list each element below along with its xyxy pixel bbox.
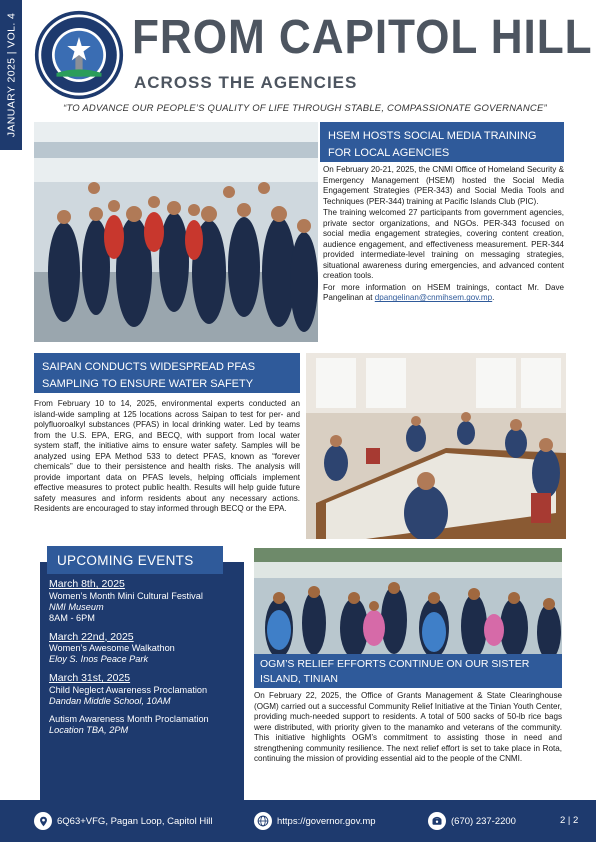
page-subtitle: ACROSS THE AGENCIES (134, 73, 358, 92)
footer-phone (428, 812, 516, 830)
footer-phone-text: (670) 237-2200 (451, 815, 516, 827)
pfas-heading-text: SAIPAN CONDUCTS WIDESPREAD PFAS SAMPLING TO ENSURE WATER SAFETY (42, 361, 256, 390)
issue-label: JANUARY 2025 | VOL. 4 (5, 12, 17, 138)
pfas-meeting-photo (306, 353, 566, 539)
hsem-heading (320, 122, 564, 162)
event-item (49, 578, 239, 624)
event-name: Child Neglect Awareness Proclamation (49, 684, 208, 695)
ogm-group-photo (254, 548, 562, 656)
event-date: March 8th, 2025 (49, 578, 125, 590)
pfas-heading (34, 353, 300, 393)
event-item (49, 672, 239, 707)
hsem-paragraph-2: The training welcomed 27 participants from government agencies, private sector organizations, and NGOs. PER-343 focused on social media engagement strategies, covering content creation, audience engagement, and effectiveness measurement. PER-344 provided intermediate-level training on messaging strategies, situational awareness during emergencies, and advanced content creation tools. (323, 208, 564, 281)
phone-icon (428, 812, 446, 830)
footer-address-text: 6Q63+VFG, Pagan Loop, Capitol Hill (57, 815, 213, 827)
ogm-heading (254, 654, 562, 688)
upcoming-events-panel (40, 552, 244, 800)
location-pin-icon (34, 812, 52, 830)
official-seal (34, 10, 124, 100)
event-location: Eloy S. Inos Peace Park (49, 654, 149, 665)
footer-address (34, 812, 213, 830)
ogm-paragraph: On February 22, 2025, the Office of Grants Management & State Clearinghouse (OGM) carried out a successful Community Relief Initiative at the Tinian Youth Center, providing much-needed support to residents. A total of 500 sacks of 50-lb rice bags were distributed, with priority given to the manamko and veterans of the community. This initiative highlights OGM’s commitment to assisting those in need and strengthening community resilience. The next relief effort is set to take place in Rota, continuing the mission of providing essential aid to the people of the CNMI. (254, 691, 562, 764)
event-name: Autism Awareness Month Proclamation (49, 714, 209, 724)
hsem-heading-text: HSEM HOSTS SOCIAL MEDIA TRAINING FOR LOCAL AGENCIES (328, 130, 537, 159)
page-number (560, 815, 578, 826)
page-title: FROM CAPITOL HILL (132, 11, 593, 64)
pfas-paragraph: From February 10 to 14, 2025, environmental experts conducted an island-wide sampling at 125 locations across Saipan to test for per- and polyfluoroalkyl substances (PFAS) in local drinking water. Led by teams from the U.S. EPA, ERG, and BECQ, with support from local water system staff, the initiative aims to ensure water safety. Samples will be analyzed using EPA Method 533 to detect PFAS, known as “forever chemicals” due to their persistence and health risks. The analysis will provide important data on PFAS levels, helping officials implement effective measures to protect public health. Results will help guide future safety measures and inform residents about any necessary actions. Residents are encouraged to stay informed through BECQ or the EPA. (34, 399, 300, 514)
hsem-contact-text: For more information on HSEM trainings, contact Mr. Dave Pangelinan at (323, 282, 564, 303)
ogm-body (254, 691, 562, 766)
footer-website[interactable] (254, 812, 376, 830)
events-list (49, 578, 239, 743)
event-name: Women’s Month Mini Cultural Festival (49, 590, 203, 601)
hsem-group-photo (34, 122, 318, 342)
event-location: Dandan Middle School, 10AM (49, 695, 171, 706)
hsem-paragraph-1: On February 20-21, 2025, the CNMI Office of Homeland Security & Emergency Management (HSEM) hosted the Social Media Engagement Strategies (PER-343) and Social Media Tools and Techniques (PER-344) training at Pacific Islands Club (PIC). (323, 165, 564, 206)
globe-icon (254, 812, 272, 830)
hsem-body (323, 165, 564, 305)
event-name: Women’s Awesome Walkathon (49, 643, 175, 654)
motto: “TO ADVANCE OUR PEOPLE’S QUALITY OF LIFE THROUGH STABLE, COMPASSIONATE GOVERNANCE” (63, 103, 547, 114)
event-time: 8AM - 6PM (49, 612, 95, 623)
events-heading: UPCOMING EVENTS (47, 546, 223, 574)
event-location: NMI Museum (49, 601, 104, 612)
event-item (49, 631, 239, 666)
event-location: Location TBA, 2PM (49, 725, 129, 736)
event-item (49, 714, 239, 736)
page-number-text: 2 | 2 (560, 815, 579, 826)
hsem-paragraph-3 (323, 283, 564, 304)
ogm-heading-text: OGM’S RELIEF EFFORTS CONTINUE ON OUR SISTER ISLAND, TINIAN (260, 658, 530, 685)
hsem-email-link[interactable]: dpangelinan@cnmihsem.gov.mp (374, 293, 493, 303)
issue-side-bar (0, 0, 22, 150)
footer-website-text[interactable]: https://governor.gov.mp (277, 815, 376, 827)
footer (0, 800, 596, 842)
event-date: March 22nd, 2025 (49, 630, 134, 643)
event-date: March 31st, 2025 (49, 672, 131, 685)
pfas-body (34, 399, 300, 516)
hsem-contact-end: . (492, 293, 495, 303)
